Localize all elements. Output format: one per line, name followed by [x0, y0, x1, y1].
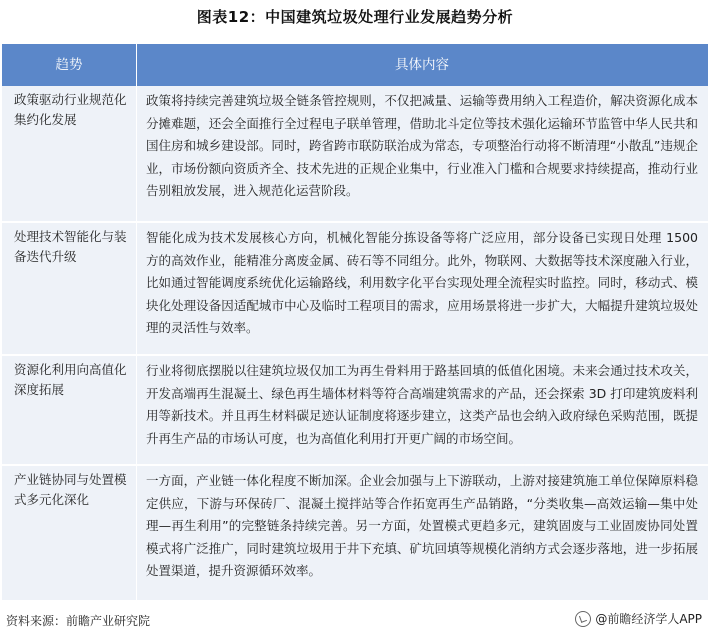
table-row: [2, 356, 708, 464]
source-note: 资料来源：前瞻产业研究院: [6, 614, 151, 628]
content-cell: 智能化成为技术发展核心方向，机械化智能分拣设备等将广泛应用，部分设备已实现日处理 1500 方的高效作业，能精准分离废金属、砖石等不同组分。此外，物联网、大数据等技术深度融入行业，比如通过智能调度系统优化运输路线，利用数字化平台实现处理全流程实时监控。同时，移动式、模块化处理设备因适配城市中心及临时工程项目的需求，应用场景将进一步扩大，大幅提升建筑垃圾处理的灵活性与效率。: [146, 230, 698, 335]
content-cell: 一方面，产业链一体化程度不断加深。企业会加强与上下游联动，上游对接建筑施工单位保障原料稳定供应，下游与环保砖厂、混凝土搅拌站等合作拓宽再生产品销路，“分类收集—高效运输—集中处理—再生利用”的完整链条持续完善。另一方面，处置模式更趋多元，建筑固废与工业固废协同处置模式将广泛推广，同时建筑垃圾用于井下充填、矿坑回填等规模化消纳方式会逐步落地，进一步拓展处置渠道，提升资源循环效率。: [146, 473, 698, 578]
table-row: [2, 86, 708, 221]
header-trend: 趋势: [55, 57, 83, 73]
trend-cell: 处理技术智能化与装备迭代升级: [14, 229, 127, 264]
qianzhan-logo-icon: [575, 611, 591, 627]
table-row: [2, 466, 708, 600]
content-cell: 政策将持续完善建筑垃圾全链条管控规则，不仅把减量、运输等费用纳入工程造价，解决资源化成本分摊难题，还会全面推行全过程电子联单管理，借助北斗定位等技术强化运输环节监管中华人民共和国住房和城乡建设部。同时，跨省跨市联防联治成为常态，专项整治行动将不断清理“小散乱”违规企业，市场份额向资质齐全、技术先进的正规企业集中，行业准入门槛和合规要求持续提高，推动行业告别粗放发展，进入规范化运营阶段。: [146, 93, 698, 198]
content-cell: 行业将彻底摆脱以往建筑垃圾仅加工为再生骨料用于路基回填的低值化困境。未来会通过技术攻关，开发高端再生混凝土、绿色再生墙体材料等符合高端建筑需求的产品，还会探索 3D 打印建筑废料利用等新技术。并且再生材料碳足迹认证制度将逐步建立，这类产品也会纳入政府绿色采购范围，既提升再生产品的市场认可度，也为高值化利用打开更广阔的市场空间。: [146, 363, 698, 446]
trend-cell: 资源化利用向高值化深度拓展: [14, 362, 127, 397]
table-header: [2, 44, 708, 86]
figure-title: 图表12：中国建筑垃圾处理行业发展趋势分析: [196, 8, 514, 26]
trend-cell: 政策驱动行业规范化集约化发展: [14, 92, 127, 127]
trend-table: [2, 44, 708, 600]
brand-credit: [575, 610, 702, 627]
header-content: 具体内容: [395, 57, 449, 73]
trend-cell: 产业链协同与处置模式多元化深化: [14, 472, 127, 507]
brand-label: @前瞻经济学人APP: [595, 612, 702, 626]
table-row: [2, 223, 708, 354]
